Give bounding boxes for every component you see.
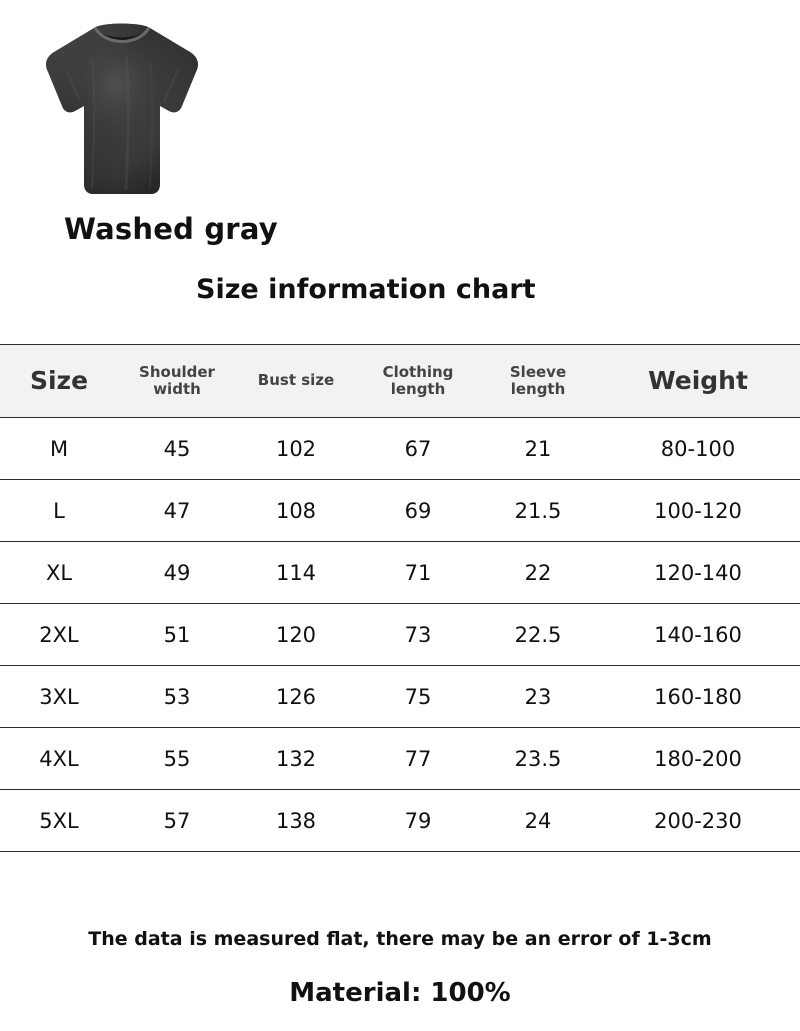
- column-header-sleeve-length: Sleeve length: [480, 345, 596, 418]
- cell-size: L: [0, 480, 118, 542]
- column-header-shoulder-width: Shoulder width: [118, 345, 236, 418]
- page-title: Size information chart: [196, 274, 536, 305]
- cell-bust: 126: [236, 666, 356, 728]
- column-header-size: Size: [0, 345, 118, 418]
- size-information-table: [0, 344, 800, 852]
- cell-bust: 114: [236, 542, 356, 604]
- cell-length: 75: [356, 666, 480, 728]
- cell-bust: 102: [236, 418, 356, 480]
- cell-weight: 120-140: [596, 542, 800, 604]
- table-row: [0, 790, 800, 852]
- cell-shoulder: 55: [118, 728, 236, 790]
- product-image: [22, 18, 222, 198]
- cell-weight: 140-160: [596, 604, 800, 666]
- column-header-bust-size: Bust size: [236, 345, 356, 418]
- table-row: [0, 542, 800, 604]
- cell-length: 73: [356, 604, 480, 666]
- cell-sleeve: 21.5: [480, 480, 596, 542]
- cell-bust: 120: [236, 604, 356, 666]
- cell-shoulder: 49: [118, 542, 236, 604]
- tshirt-illustration: [22, 18, 222, 198]
- table-row: [0, 480, 800, 542]
- cell-sleeve: 21: [480, 418, 596, 480]
- cell-sleeve: 24: [480, 790, 596, 852]
- cell-length: 77: [356, 728, 480, 790]
- cell-sleeve: 23.5: [480, 728, 596, 790]
- cell-weight: 100-120: [596, 480, 800, 542]
- cell-size: 4XL: [0, 728, 118, 790]
- table-header-row: [0, 345, 800, 418]
- cell-size: M: [0, 418, 118, 480]
- cell-size: 3XL: [0, 666, 118, 728]
- cell-shoulder: 45: [118, 418, 236, 480]
- measurement-note: The data is measured flat, there may be an error of 1-3cm: [88, 928, 712, 950]
- cell-size: 2XL: [0, 604, 118, 666]
- column-header-clothing-length: Clothing length: [356, 345, 480, 418]
- cell-bust: 132: [236, 728, 356, 790]
- cell-length: 69: [356, 480, 480, 542]
- table-row: [0, 728, 800, 790]
- cell-sleeve: 23: [480, 666, 596, 728]
- cell-length: 71: [356, 542, 480, 604]
- cell-sleeve: 22.5: [480, 604, 596, 666]
- cell-weight: 80-100: [596, 418, 800, 480]
- cell-sleeve: 22: [480, 542, 596, 604]
- cell-weight: 200-230: [596, 790, 800, 852]
- cell-shoulder: 57: [118, 790, 236, 852]
- material-note: Material: 100%: [289, 978, 511, 1008]
- color-name: Washed gray: [64, 212, 278, 246]
- cell-bust: 138: [236, 790, 356, 852]
- cell-shoulder: 53: [118, 666, 236, 728]
- table-row: [0, 604, 800, 666]
- cell-size: XL: [0, 542, 118, 604]
- cell-weight: 180-200: [596, 728, 800, 790]
- cell-length: 79: [356, 790, 480, 852]
- cell-length: 67: [356, 418, 480, 480]
- cell-size: 5XL: [0, 790, 118, 852]
- table-row: [0, 666, 800, 728]
- cell-bust: 108: [236, 480, 356, 542]
- table-row: [0, 418, 800, 480]
- cell-shoulder: 47: [118, 480, 236, 542]
- cell-shoulder: 51: [118, 604, 236, 666]
- cell-weight: 160-180: [596, 666, 800, 728]
- column-header-weight: Weight: [596, 345, 800, 418]
